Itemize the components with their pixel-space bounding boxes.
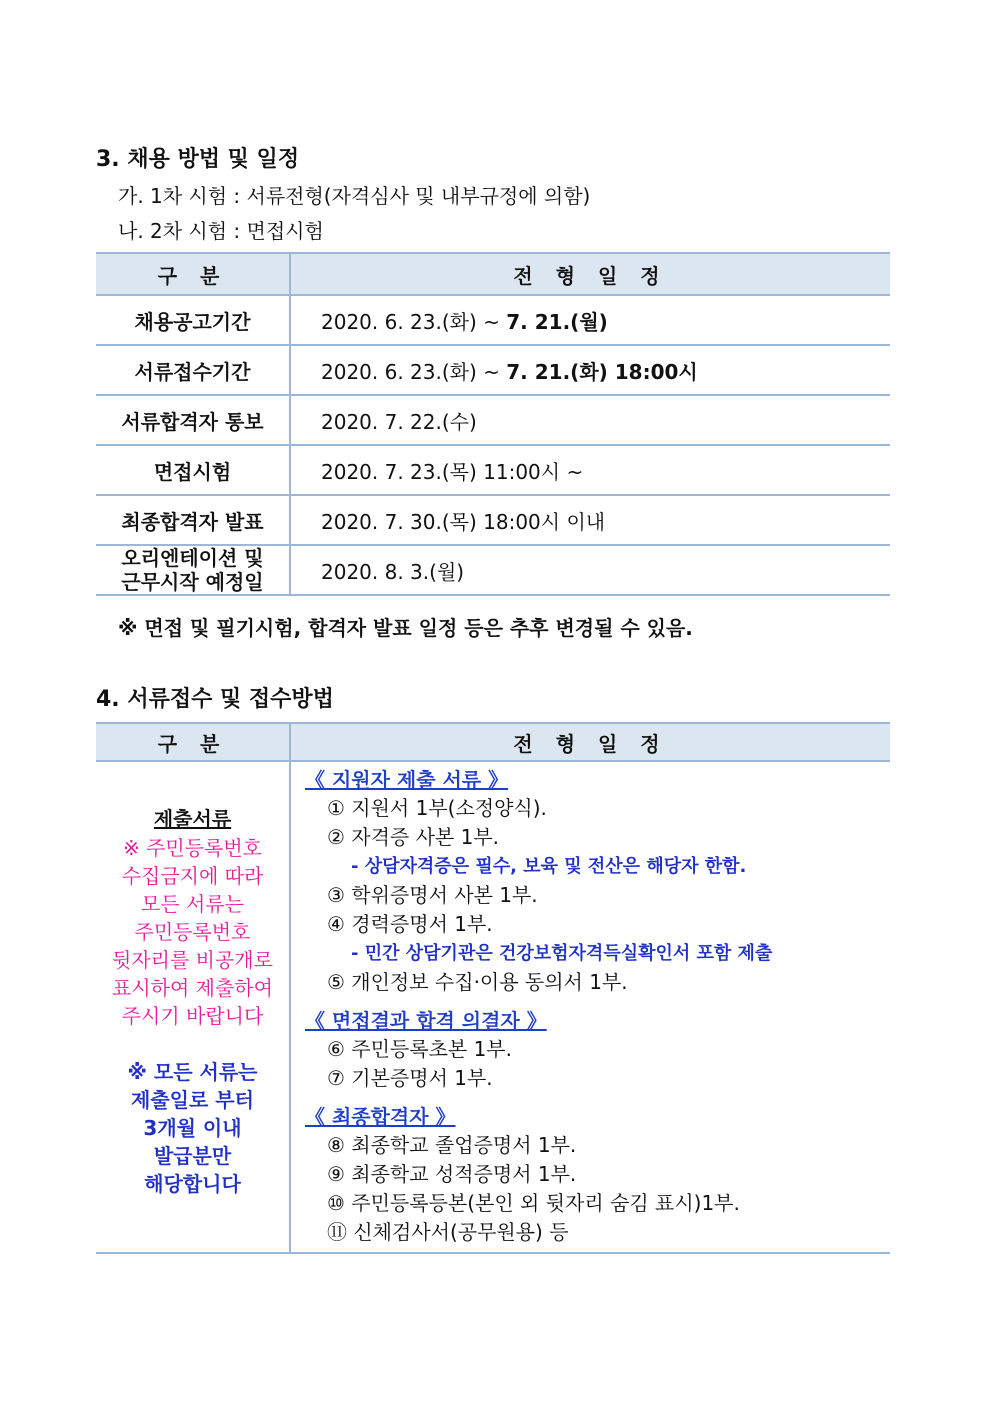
exam-step1: 가. 1차 시험 : 서류전형(자격심사 및 내부규정에 의함) [118,184,591,208]
table-row [96,445,890,495]
group-title: 《 최종합격자 》 [305,1105,456,1129]
table-header-row [96,253,890,295]
section4-title: 4. 서류접수 및 접수방법 [96,687,334,712]
row-category: 오리엔테이션 및 근무시작 예정일 [96,545,290,595]
schedule-table [96,252,890,596]
list-item: ⑨ 최종학교 성적증명서 1부. [327,1162,577,1186]
list-item: ⑥ 주민등록초본 1부. [327,1037,512,1061]
header-schedule: 전 형 일 정 [290,253,890,295]
section3-title: 3. 채용 방법 및 일정 [96,147,300,172]
privacy-notice: ※ 주민등록번호 수집금지에 따라 모든 서류는 주민등록번호 뒷자리를 비공개로 표시하여 제출하여 주시기 바랍니다 [112,836,273,1028]
left-cell [96,761,290,1253]
list-item: ⑧ 최종학교 졸업증명서 1부. [327,1133,577,1157]
table-row [96,295,890,345]
row-category: 최종합격자 발표 [96,495,290,545]
group-title: 《 면접결과 합격 의결자 》 [305,1009,547,1033]
list-item: ④ 경력증명서 1부. [327,912,493,936]
exam-step2: 나. 2차 시험 : 면접시험 [118,219,324,243]
list-item: ⑩ 주민등록등본(본인 외 뒷자리 숨김 표시)1부. [327,1191,740,1215]
table-row [96,495,890,545]
schedule-footnote: ※ 면접 및 필기시험, 합격자 발표 일정 등은 추후 변경될 수 있음. [118,616,693,640]
list-item: ① 지원서 1부(소정양식). [327,796,547,820]
list-item: ② 자격증 사본 1부. [327,825,500,849]
list-item: ③ 학위증명서 사본 1부. [327,883,538,907]
list-item: ⑤ 개인정보 수집·이용 동의서 1부. [327,970,628,994]
group-final [305,1103,890,1247]
group-title: 《 지원자 제출 서류 》 [305,768,509,792]
row-value: 2020. 7. 22.(수) [290,395,890,445]
group-interview-passed [305,1007,890,1093]
row-value: 2020. 8. 3.(월) [290,545,890,595]
documents-title: 제출서류 [153,807,232,831]
row-value: 2020. 6. 23.(화) ~ 7. 21.(월) [290,295,890,345]
list-item: ⑦ 기본증명서 1부. [327,1066,493,1090]
right-cell [290,761,890,1253]
documents-table [96,722,890,1254]
row-category: 면접시험 [96,445,290,495]
table-row [96,345,890,395]
list-item: ⑪ 신체검사서(공무원용) 등 [327,1220,569,1244]
list-note: - 민간 상담기관은 건강보험자격득실확인서 포함 제출 [351,943,773,964]
table-header-row [96,723,890,761]
row-category: 서류합격자 통보 [96,395,290,445]
row-value: 2020. 7. 23.(목) 11:00시 ~ [290,445,890,495]
header-category: 구 분 [96,253,290,295]
list-note: - 상담자격증은 필수, 보육 및 전산은 해당자 한함. [351,856,747,877]
row-category: 채용공고기간 [96,295,290,345]
group-applicant [305,766,890,997]
table-row [96,761,890,1253]
row-category: 서류접수기간 [96,345,290,395]
header-schedule: 전 형 일 정 [290,723,890,761]
row-value: 2020. 7. 30.(목) 18:00시 이내 [290,495,890,545]
validity-notice: ※ 모든 서류는 제출일로 부터 3개월 이내 발급분만 해당합니다 [127,1060,258,1196]
table-row [96,395,890,445]
row-value: 2020. 6. 23.(화) ~ 7. 21.(화) 18:00시 [290,345,890,395]
table-row [96,545,890,595]
header-category: 구 분 [96,723,290,761]
